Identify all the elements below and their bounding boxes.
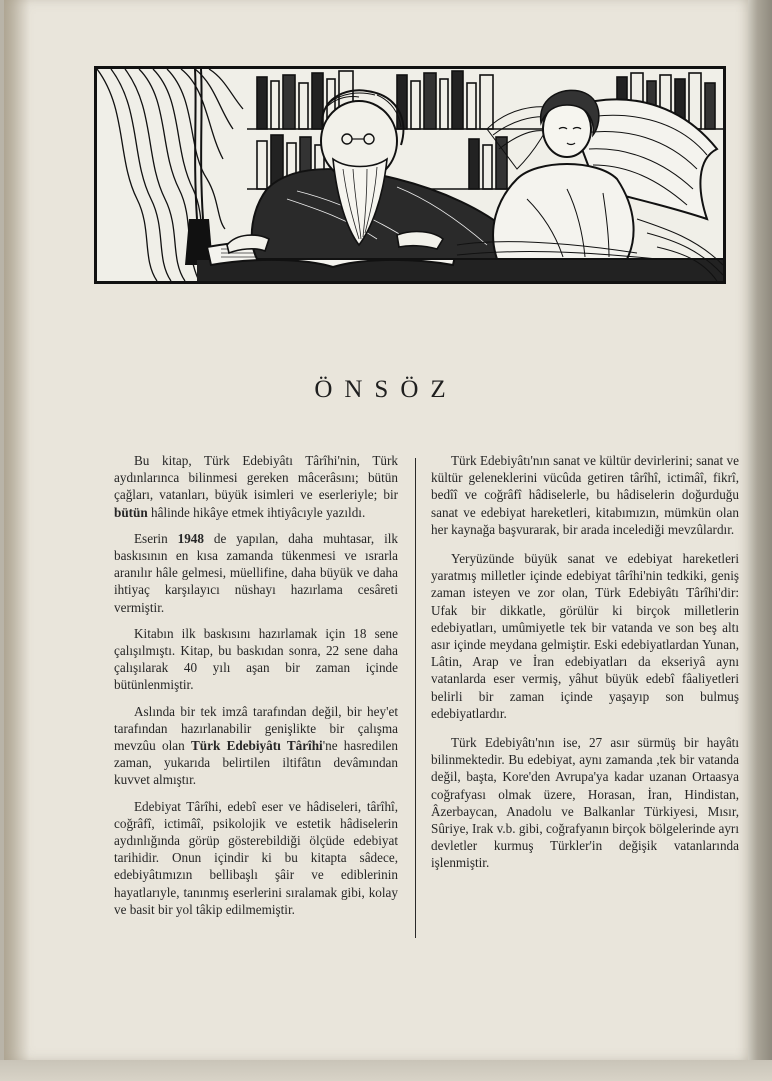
- left-text-column: [114, 452, 398, 918]
- paragraph: Türk Edebiyâtı'nın sanat ve kültür devirlerini; sanat ve kültür geleneklerini vücûda getiren târîhî, ictimâî, fikrî, bedîî ve coğrâfî hâdiselerle, bu hâdiselerin doğurduğu sanat ve edebiyat hareketleri, kitabımızın, mümkün olan her kaynağa başvurarak, bir arada incelediği mevzûlardır.: [431, 453, 739, 537]
- page-title: ÖNSÖZ: [314, 376, 458, 403]
- paragraph: Aslında bir tek imzâ tarafından değil, bir hey'et tarafından hazırlanabilir genişlikte bir çalışma mevzûu olan Türk Edebiyâtı Târîhi'ne hasredilen zaman, yukarıda belirtilen iltifâtın devâmından kuvvet almıştır.: [114, 703, 398, 788]
- scholar-angel-engraving: [97, 69, 723, 281]
- paragraph: Türk Edebiyâtı'nın ise, 27 asır sürmüş bir hayâtı bilinmektedir. Bu edebiyat, aynı zamanda ,tek bir vatanda değil, başta, Kore'den Avrupa'ya kadar uzanan Ortaasya coğrafyası olmak üzere, Horasan, İran, Hindistan, Âzerbaycan, Anadolu ve Balkanlar Türkiyesi, Mısır, Sûriye, Irak v.b. gibi, coğrafyanın birçok bölgelerinde ayrı devletler kurmuş Türkler'in değişik vatanlarında işlenmiştir.: [431, 735, 739, 871]
- paragraph: Edebiyat Târîhi, edebî eser ve hâdiseleri, târîhî, coğrâfî, ictimâî, psikolojik ve estetik hâdiselerin aydınlığında görüp gösterebildiği ölçüde edebiyat tarihidir. Onun içindir ki bu kitapta sâdece, edebiyâtımızın bellibaşlı şâir ve ediblerinin hayatlarıyle, tanınmış eserlerini sıralamak gibi, kolay ve basit bir yol tâkip edilmemiştir.: [114, 798, 398, 917]
- paragraph: Kitabın ilk baskısını hazırlamak için 18 sene çalışılmıştı. Kitap, bu baskıdan sonra, 22 sene daha çalışılarak 40 yılı aşan bir zaman içinde bütünlenmiştir.: [114, 625, 398, 693]
- paragraph: Bu kitap, Türk Edebiyâtı Târîhi'nin, Türk aydınlarınca bilinmesi gereken mâcerâsını; bütün çağları, vatanları, büyük isimleri ve eserleriyle; bir bütün hâlinde hikâye etmek ihtiyâcıyle yazıldı.: [114, 453, 398, 520]
- paragraph: Eserin 1948 de yapılan, daha muhtasar, ilk baskısının en kısa zamanda tükenmesi ve ısrarla aranılır hâle gelmesi, müellifine, daha büyük ve daha ihtiyaç karşılayıcı nüshayı hazırlama cesâreti vermiştir.: [114, 530, 398, 615]
- book-page-edges: [748, 0, 772, 1081]
- table-surface: [0, 1060, 772, 1081]
- column-divider: [415, 458, 416, 938]
- paragraph: Yeryüzünde büyük sanat ve edebiyat hareketleri yaratmış milletler içinde edebiyat târîhi'nin tedkiki, geniş zaman isteyen ve zor olan, Türk Edebiyâtı Târîhi'dir: Ufak bir dikkatle, görülür ki birçok milletlerin edebiyatları, umûmiyetle tek bir vatanda ve son beş altı asır içinde meydana gelmiştir. Eski edebiyatlardan Yunan, Lâtin, Arap ve İran edebiyatları da ekseriyâ aynı vatanlarda eser vermiş, yâhut büyük edebî fâaliyetleri belirli bir zaman içinde yaşayıp son bulmuş edebiyatlardır.: [431, 551, 739, 721]
- header-illustration: [94, 66, 726, 284]
- spine-shadow: [4, 0, 30, 1060]
- right-text-column: [431, 452, 739, 872]
